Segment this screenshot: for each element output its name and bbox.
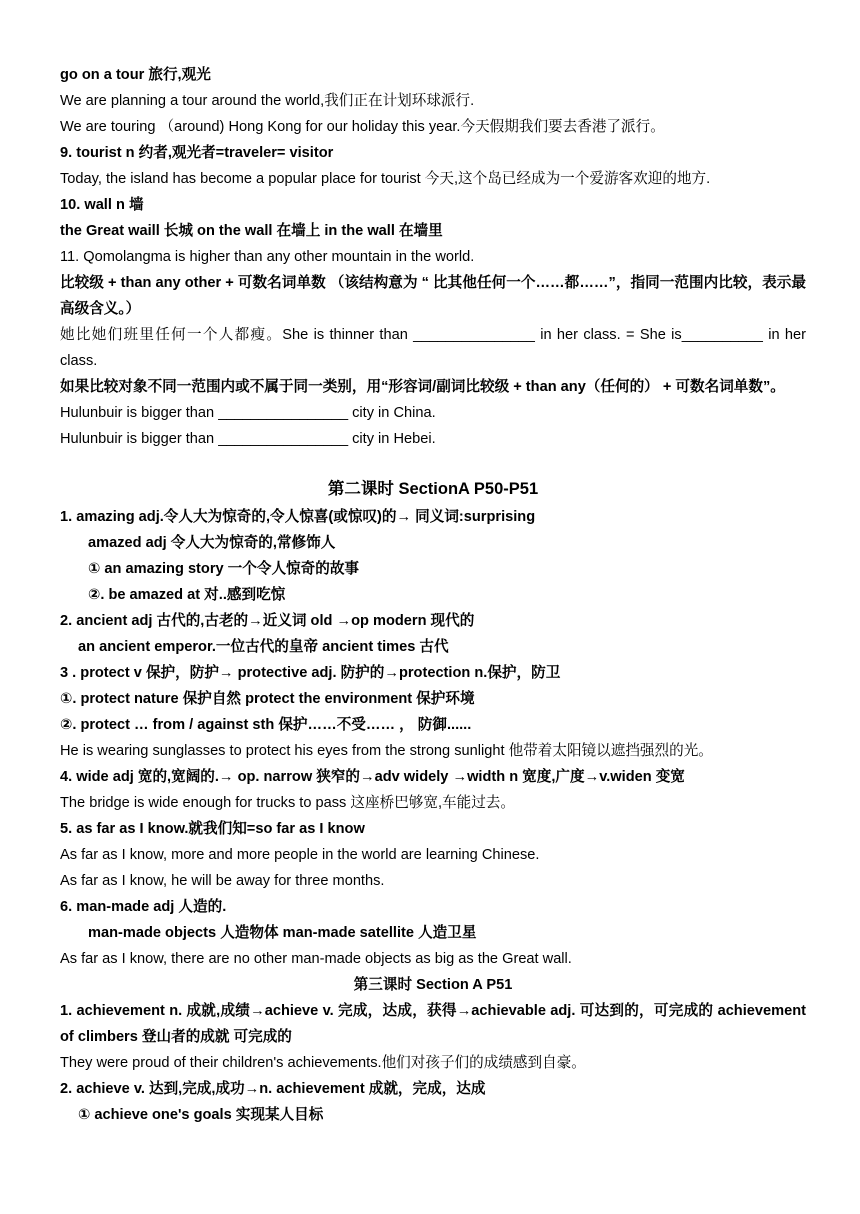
example-sentence: Today, the island has become a popular place for tourist 今天,这个岛已经成为一个爱游客欢迎的地方. (60, 171, 711, 187)
vocab-item-amazing: 1. amazing adj.令人大为惊奇的,令人惊喜(或惊叹)的→ 同义词:surprising (60, 509, 536, 525)
vocab-subitem: ①. protect nature 保护自然 protect the environment 保护环境 (60, 691, 475, 707)
example-sentence: As far as I know, there are no other man-made objects as big as the Great wall. (60, 951, 572, 967)
vocab-subitem: ① achieve one's goals 实现某人目标 (78, 1107, 324, 1123)
example-sentence: As far as I know, he will be away for three months. (60, 873, 385, 889)
vocab-item-wall: 10. wall n 墙 (60, 197, 144, 213)
example-sentence: The bridge is wide enough for trucks to pass 这座桥巴够宽,车能过去。 (60, 795, 515, 811)
phrase-great-wall: the Great waill 长城 on the wall 在墙上 in the wall 在墙里 (60, 223, 443, 239)
grammar-note: 如果比较对象不同一范围内或不属于同一类别，用“形容词/副词比较级 + than any（任何的） + 可数名词单数”。 (60, 379, 785, 395)
vocab-item-achieve: 2. achieve v. 达到,完成,成功→n. achievement 成就，完成，达成 (60, 1081, 486, 1097)
example-sentence: They were proud of their children's achievements.他们对孩子们的成绩感到自豪。 (60, 1055, 586, 1071)
phrase-go-on-a-tour: go on a tour 旅行,观光 (60, 67, 211, 83)
section-heading-lesson-2: 第二课时 SectionA P50-P51 (327, 480, 539, 498)
vocab-item-tourist: 9. tourist n 约者,观光者=traveler= visitor (60, 145, 334, 161)
vocab-subitem: an ancient emperor.一位古代的皇帝 ancient times 古代 (78, 639, 449, 655)
exercise-sentence: Hulunbuir is bigger than ________________ city in Hebei. (60, 431, 436, 447)
exercise-sentence: Hulunbuir is bigger than ________________ city in China. (60, 405, 436, 421)
vocab-item-ancient: 2. ancient adj 古代的,古老的→近义词 old →op modern 现代的 (60, 613, 475, 629)
example-sentence: We are touring （around) Hong Kong for our holiday this year.今天假期我们要去香港了派行。 (60, 119, 665, 135)
vocab-subitem: amazed adj 令人大为惊奇的,常修饰人 (88, 535, 336, 551)
vocab-item-man-made: 6. man-made adj 人造的. (60, 899, 227, 915)
example-sentence: He is wearing sunglasses to protect his eyes from the strong sunlight 他带着太阳镜以遮挡强烈的光。 (60, 743, 713, 759)
vocab-item-achievement: 1. achievement n. 成就,成绩→achieve v. 完成，达成，获得→achievable adj. 可达到的，可完成的 achievement of climbers 登山者的成就 可完成的 (60, 1003, 806, 1045)
vocab-subitem: man-made objects 人造物体 man-made satellite 人造卫星 (88, 925, 477, 941)
vocab-item-wide: 4. wide adj 宽的,宽阔的.→ op. narrow 狭窄的→adv widely →width n 宽度,广度→v.widen 变宽 (60, 769, 685, 785)
section-heading-lesson-3: 第三课时 Section A P51 (353, 977, 513, 993)
example-sentence: We are planning a tour around the world,我们正在计划环球派行. (60, 93, 475, 109)
grammar-note: 比较级 + than any other + 可数名词单数 （该结构意为 “ 比其他任何一个……都……”，指同一范围内比较，表示最高级含义。） (60, 275, 806, 317)
example-sentence: 11. Qomolangma is higher than any other mountain in the world. (60, 249, 475, 265)
vocab-subitem: ① an amazing story 一个令人惊奇的故事 (88, 561, 360, 577)
example-sentence: As far as I know, more and more people in the world are learning Chinese. (60, 847, 540, 863)
vocab-subitem: ②. protect … from / against sth 保护……不受…… ， 防御...... (60, 717, 472, 733)
vocab-item-protect: 3 . protect v 保护，防护→ protective adj. 防护的→protection n.保护，防卫 (60, 665, 561, 681)
exercise-sentence: 她比她们班里任何一个人都瘦。She is thinner than _______________ in her class. = She is__________ in her class. (60, 327, 806, 369)
vocab-subitem: ②. be amazed at 对..感到吃惊 (88, 587, 286, 603)
vocab-item-as-far-as: 5. as far as I know.就我们知=so far as I know (60, 821, 365, 837)
